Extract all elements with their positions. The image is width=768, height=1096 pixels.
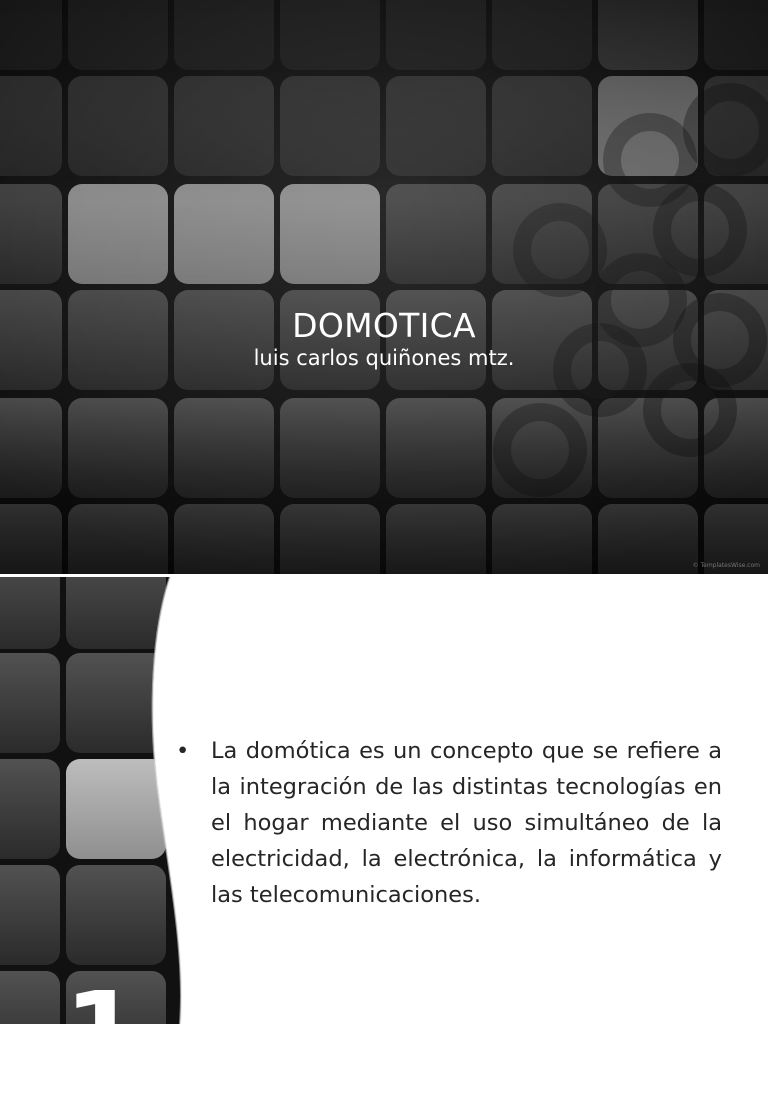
grid-tile [0,653,60,753]
grid-tile [66,759,166,859]
bullet-icon: • [176,738,190,764]
title-block [0,306,768,372]
grid-tile [0,865,60,965]
bullet-point [176,733,722,913]
grid-tile [66,865,166,965]
grid-tile [0,759,60,859]
bullet-text: La domótica es un concepto que se refiere a la integración de las distintas tecnologías en el hogar mediante el uso simultáneo de la electricidad, la electrónica, la informática y las telecomunicaciones. [211,738,722,908]
slide-title: DOMOTICA [292,306,476,345]
grid-tile [0,971,60,1071]
slide-number: 1 [64,968,141,1096]
watermark: © TemplatesWise.com [692,562,760,569]
slide-subtitle: luis carlos quiñones mtz. [253,346,515,370]
content-slide [0,577,768,1096]
grid-tile [66,653,166,753]
